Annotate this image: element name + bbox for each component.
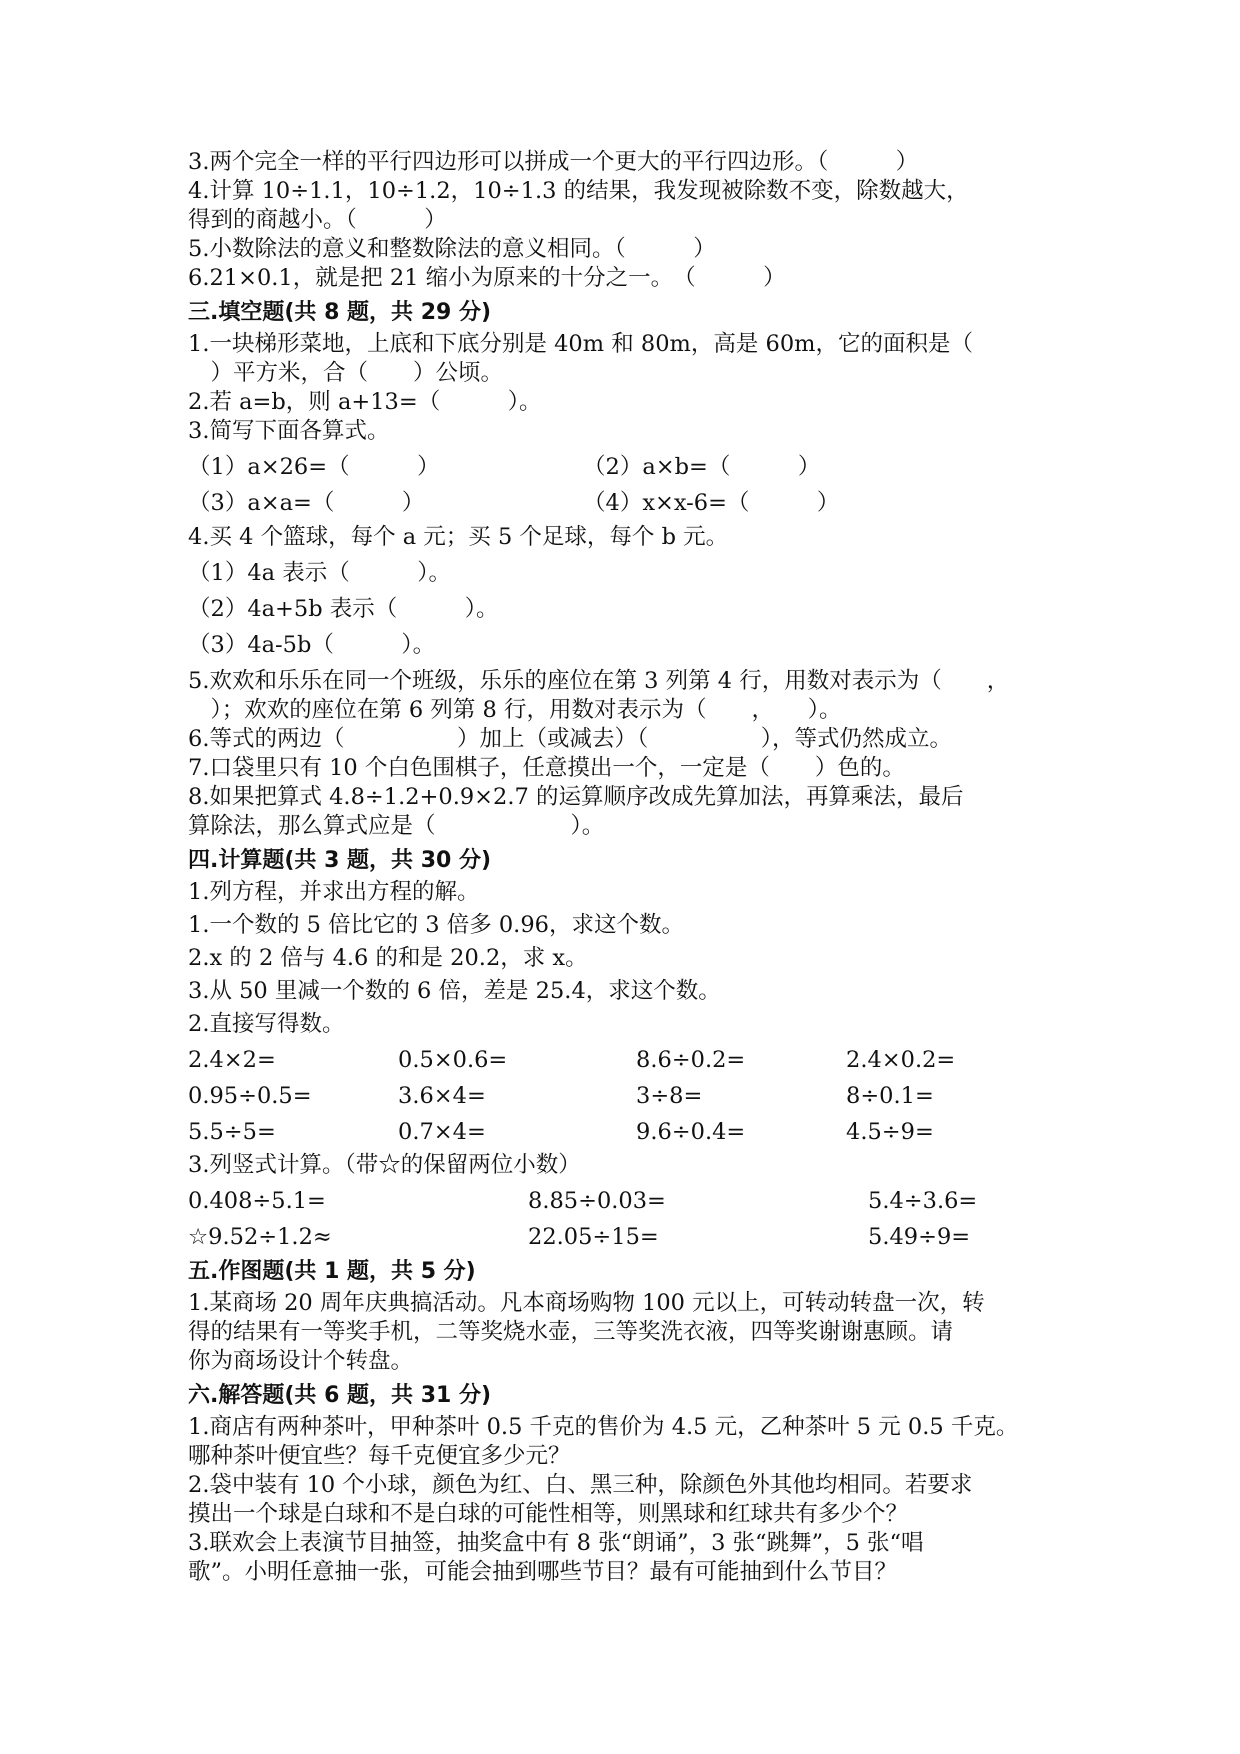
expression: 22.05÷15= xyxy=(528,1224,659,1250)
question-text: 你为商场设计个转盘。 xyxy=(188,1348,414,1374)
expression: 0.408÷5.1= xyxy=(188,1188,326,1214)
question-text: ）平方米，合（ ）公顷。 xyxy=(188,360,504,386)
question-text: 3.从 50 里减一个数的 6 倍，差是 25.4，求这个数。 xyxy=(188,978,721,1004)
subquestion: （1）a×26=（ ） xyxy=(188,454,440,480)
expression: 5.4÷3.6= xyxy=(868,1188,978,1214)
expression: 8.85÷0.03= xyxy=(528,1188,666,1214)
expression: 0.5×0.6= xyxy=(398,1047,508,1073)
expression: 2.4×0.2= xyxy=(846,1047,956,1073)
question-text: 3.列竖式计算。（带☆的保留两位小数） xyxy=(188,1152,581,1178)
expression: 3÷8= xyxy=(636,1083,703,1109)
subquestion-row xyxy=(188,453,1088,482)
direct-answer-row xyxy=(188,1046,1088,1075)
subquestion: （3）a×a=（ ） xyxy=(188,490,425,516)
question-text: 算除法，那么算式应是（ ）。 xyxy=(188,813,605,839)
expression: 3.6×4= xyxy=(398,1083,486,1109)
section-title-calculation: 四.计算题(共 3 题，共 30 分) xyxy=(188,848,492,873)
question-text: 2.袋中装有 10 个小球，颜色为红、白、黑三种，除颜色外其他均相同。若要求 xyxy=(188,1472,973,1498)
question-text: 2.直接写得数。 xyxy=(188,1011,345,1037)
vertical-calc-row xyxy=(188,1223,1088,1252)
question-text: ）；欢欢的座位在第 6 列第 8 行，用数对表示为（ ， ）。 xyxy=(188,697,842,723)
subquestion-text: （2）4a+5b 表示（ ）。 xyxy=(188,596,499,622)
expression: 5.5÷5= xyxy=(188,1119,276,1145)
judgement-section-continued xyxy=(188,148,1088,293)
question-text: 得的结果有一等奖手机，二等奖烧水壶，三等奖洗衣液，四等奖谢谢惠顾。请 xyxy=(188,1319,954,1345)
question-text: 3.简写下面各算式。 xyxy=(188,418,390,444)
question-text: 6.21×0.1，就是把 21 缩小为原来的十分之一。 （ ） xyxy=(188,265,786,291)
question-text: 1.一块梯形菜地，上底和下底分别是 40m 和 80m，高是 60m，它的面积是（ xyxy=(188,331,973,357)
question-text: 5.欢欢和乐乐在同一个班级，乐乐的座位在第 3 列第 4 行，用数对表示为（ ， xyxy=(188,668,1010,694)
subquestion xyxy=(188,595,1088,624)
question-text: 摸出一个球是白球和不是白球的可能性相等，则黑球和红球共有多少个？ xyxy=(188,1501,909,1527)
question-text: 1.列方程，并求出方程的解。 xyxy=(188,879,480,905)
expression: 5.49÷9= xyxy=(868,1224,971,1250)
expression: 0.7×4= xyxy=(398,1119,486,1145)
subquestion-text: （3）4a-5b（ ）。 xyxy=(188,632,436,658)
subquestion-row xyxy=(188,489,1088,518)
question-text: 得到的商越小。（ ） xyxy=(188,207,447,233)
subquestion: （2）a×b=（ ） xyxy=(583,454,821,480)
subquestion: （4）x×x-6=（ ） xyxy=(583,490,840,516)
question-text: 3.联欢会上表演节目抽签，抽奖盒中有 8 张“朗诵”，3 张“跳舞”，5 张“唱 xyxy=(188,1530,924,1556)
question-text: 7.口袋里只有 10 个白色围棋子，任意摸出一个，一定是（ ）色的。 xyxy=(188,755,905,781)
subquestion-text: （1）4a 表示（ ）。 xyxy=(188,560,451,586)
expression: 9.6÷0.4= xyxy=(636,1119,746,1145)
expression: 8÷0.1= xyxy=(846,1083,934,1109)
direct-answer-row xyxy=(188,1082,1088,1111)
exam-page xyxy=(188,148,1088,1587)
question-text: 6.等式的两边（ ）加上（或减去）（ ），等式仍然成立。 xyxy=(188,726,952,752)
vertical-calc-row xyxy=(188,1187,1088,1216)
section-title-drawing: 五.作图题(共 1 题，共 5 分) xyxy=(188,1259,476,1284)
section-title-fill-blank: 三.填空题(共 8 题，共 29 分) xyxy=(188,300,492,325)
question-text: 歌”。小明任意抽一张，可能会抽到哪些节目？最有可能抽到什么节目？ xyxy=(188,1559,898,1585)
section-title-word-problems: 六.解答题(共 6 题，共 31 分) xyxy=(188,1383,492,1408)
question-text: 3.两个完全一样的平行四边形可以拼成一个更大的平行四边形。（ ） xyxy=(188,149,919,175)
expression: 2.4×2= xyxy=(188,1047,276,1073)
question-text: 1.某商场 20 周年庆典搞活动。凡本商场购物 100 元以上，可转动转盘一次，转 xyxy=(188,1290,985,1316)
question-text: 2.若 a=b，则 a+13=（ ）。 xyxy=(188,389,542,415)
question-text: 4.计算 10÷1.1，10÷1.2，10÷1.3 的结果，我发现被除数不变，除数越大， xyxy=(188,178,969,204)
expression: 8.6÷0.2= xyxy=(636,1047,746,1073)
subquestion xyxy=(188,631,1088,660)
expression: 4.5÷9= xyxy=(846,1119,934,1145)
expression: ☆9.52÷1.2≈ xyxy=(188,1224,332,1250)
question-text: 4.买 4 个篮球，每个 a 元；买 5 个足球，每个 b 元。 xyxy=(188,524,729,550)
direct-answer-row xyxy=(188,1118,1088,1147)
expression: 0.95÷0.5= xyxy=(188,1083,312,1109)
subquestion xyxy=(188,559,1088,588)
question-text: 8.如果把算式 4.8÷1.2+0.9×2.7 的运算顺序改成先算加法，再算乘法，最后 xyxy=(188,784,964,810)
question-text: 2.x 的 2 倍与 4.6 的和是 20.2，求 x。 xyxy=(188,945,588,971)
question-text: 哪种茶叶便宜些？每千克便宜多少元？ xyxy=(188,1443,571,1469)
question-text: 1.一个数的 5 倍比它的 3 倍多 0.96，求这个数。 xyxy=(188,912,684,938)
question-text: 1.商店有两种茶叶，甲种茶叶 0.5 千克的售价为 4.5 元，乙种茶叶 5 元 0.5 千克。 xyxy=(188,1414,1019,1440)
question-text: 5.小数除法的意义和整数除法的意义相同。（ ） xyxy=(188,236,716,262)
